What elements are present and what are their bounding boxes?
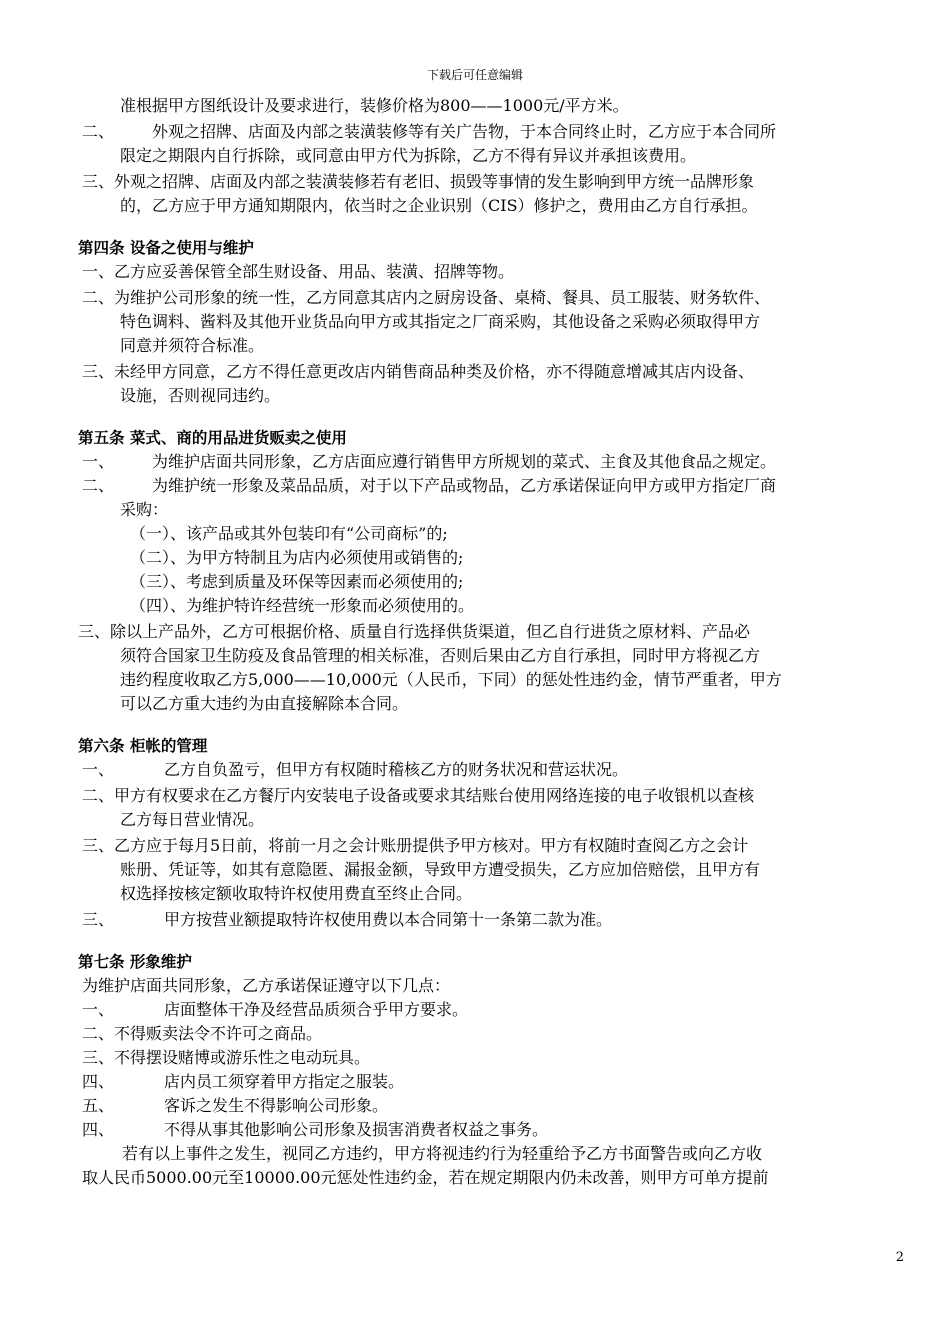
- art4-item-3: [78, 360, 918, 408]
- item-text: 为维护公司形象的统一性，乙方同意其店内之厨房设备、桌椅、餐具、员工服装、财务软件、: [114, 288, 771, 307]
- item-text: 乙方自负盈亏，但甲方有权随时稽核乙方的财务状况和营运状况。: [164, 760, 629, 779]
- continuation-line: 准根据甲方图纸设计及要求进行，装修价格为800——1000元/平方米。: [120, 96, 629, 115]
- sub-item: （三）、考虑到质量及环保等因素而必须使用的;: [130, 572, 464, 591]
- sub-item: （一）、该产品或其外包装印有“公司商标”的;: [130, 524, 448, 543]
- item-text: 不得从事其他影响公司形象及损害消费者权益之事务。: [164, 1120, 549, 1139]
- article-7-intro: 为维护店面共同形象，乙方承诺保证遵守以下几点：: [82, 976, 451, 995]
- item-text: 同意并须符合标准。: [120, 336, 265, 355]
- item-number: 二、: [82, 1024, 115, 1043]
- item-text: 的，乙方应于甲方通知期限内，依当时之企业识别（CIS）修护之，费用由乙方自行承担。: [120, 196, 758, 215]
- item-text: 外观之招牌、店面及内部之装潢装修若有老旧、损毁等事情的发生影响到甲方统一品牌形象: [114, 172, 755, 191]
- item-text: 可以乙方重大违约为由直接解除本合同。: [120, 694, 409, 713]
- item-number: 一、: [82, 262, 115, 281]
- art6-item-3: [78, 834, 918, 906]
- item-number: 二、: [82, 288, 115, 307]
- item-text: 甲方有权要求在乙方餐厅内安装电子设备或要求其结账台使用网络连接的电子收银机以查核: [114, 786, 755, 805]
- art5-item-3: [78, 620, 918, 716]
- item-text: 乙方每日营业情况。: [120, 810, 265, 829]
- article-6-title: 第六条 柜帐的管理: [78, 737, 208, 755]
- document-body: [78, 94, 918, 1190]
- item-text: 设施，否则视同违约。: [120, 386, 281, 405]
- header-note: 下载后可任意编辑: [426, 68, 523, 82]
- closing-paragraph: 取人民币5000.00元至10000.00元惩处性违约金，若在规定期限内仍未改善，则甲方可单方提前: [82, 1168, 769, 1187]
- top-item-3: [78, 170, 918, 218]
- item-number: 三、: [82, 836, 115, 855]
- article-5-title: 第五条 菜式、商的用品进货贩卖之使用: [78, 429, 347, 447]
- item-text: 不得贩卖法令不许可之商品。: [114, 1024, 323, 1043]
- item-text: 不得摆设赌博或游乐性之电动玩具。: [114, 1048, 371, 1067]
- item-text: 店面整体干净及经营品质须合乎甲方要求。: [164, 1000, 469, 1019]
- item-text: 店内员工须穿着甲方指定之服装。: [164, 1072, 405, 1091]
- item-number: 二、: [82, 122, 115, 141]
- page-number: 2: [895, 1250, 904, 1265]
- item-text: 限定之期限内自行拆除，或同意由甲方代为拆除，乙方不得有异议并承担该费用。: [120, 146, 697, 165]
- item-text: 客诉之发生不得影响公司形象。: [164, 1096, 389, 1115]
- item-number: 三、: [82, 1048, 115, 1067]
- article-4-title: 第四条 设备之使用与维护: [78, 239, 254, 257]
- item-number: 三、: [78, 622, 111, 641]
- item-text: 乙方应妥善保管全部生财设备、用品、装潢、招牌等物。: [114, 262, 515, 281]
- item-text: 未经甲方同意，乙方不得任意更改店内销售商品种类及价格，亦不得随意增减其店内设备、: [114, 362, 755, 381]
- article-7-title: 第七条 形象维护: [78, 953, 192, 971]
- item-text: 采购：: [120, 500, 169, 519]
- item-text: 账册、凭证等，如其有意隐匿、漏报金额，导致甲方遭受损失，乙方应加倍赔偿，且甲方有: [120, 860, 761, 879]
- item-number: 二、: [82, 786, 115, 805]
- item-text: 乙方应于每月5日前，将前一月之会计账册提供予甲方核对。甲方有权随时查阅乙方之会计: [114, 836, 749, 855]
- item-text: 为维护统一形象及菜品品质，对于以下产品或物品，乙方承诺保证向甲方或甲方指定厂商: [152, 476, 777, 495]
- item-number: 一、: [82, 1000, 115, 1019]
- item-number: 五、: [82, 1096, 115, 1115]
- item-number: 三、: [82, 910, 115, 929]
- art6-item-2: [78, 784, 918, 832]
- item-text: 为维护店面共同形象，乙方店面应遵行销售甲方所规划的菜式、主食及其他食品之规定。: [152, 452, 777, 471]
- item-number: 一、: [82, 760, 115, 779]
- item-text: 须符合国家卫生防疫及食品管理的相关标准，否则后果由乙方自行承担，同时甲方将视乙方: [120, 646, 761, 665]
- item-number: 二、: [82, 476, 115, 495]
- item-number: 三、: [82, 172, 115, 191]
- item-number: 一、: [82, 452, 115, 471]
- item-number: 三、: [82, 362, 115, 381]
- item-text: 除以上产品外，乙方可根据价格、质量自行选择供货渠道，但乙自行进货之原材料、产品必: [110, 622, 751, 641]
- top-item-2: [78, 120, 918, 168]
- item-number: 四、: [82, 1120, 115, 1139]
- sub-item: （二）、为甲方特制且为店内必须使用或销售的;: [130, 548, 464, 567]
- item-text: 特色调料、酱料及其他开业货品向甲方或其指定之厂商采购，其他设备之采购必须取得甲方: [120, 312, 761, 331]
- closing-paragraph: 若有以上事件之发生，视同乙方违约，甲方将视违约行为轻重给予乙方书面警告或向乙方收: [122, 1144, 763, 1163]
- item-text: 外观之招牌、店面及内部之装潢装修等有关广告物，于本合同终止时，乙方应于本合同所: [152, 122, 777, 141]
- sub-item: （四）、为维护特许经营统一形象而必须使用的。: [130, 596, 475, 615]
- item-text: 甲方按营业额提取特许权使用费以本合同第十一条第二款为准。: [164, 910, 613, 929]
- item-number: 四、: [82, 1072, 115, 1091]
- item-text: 违约程度收取乙方5,000——10,000元（人民币，下同）的惩处性违约金，情节严重者，甲方: [120, 670, 782, 689]
- art4-item-2: [78, 286, 918, 358]
- item-text: 权选择按核定额收取特许权使用费直至终止合同。: [120, 884, 473, 903]
